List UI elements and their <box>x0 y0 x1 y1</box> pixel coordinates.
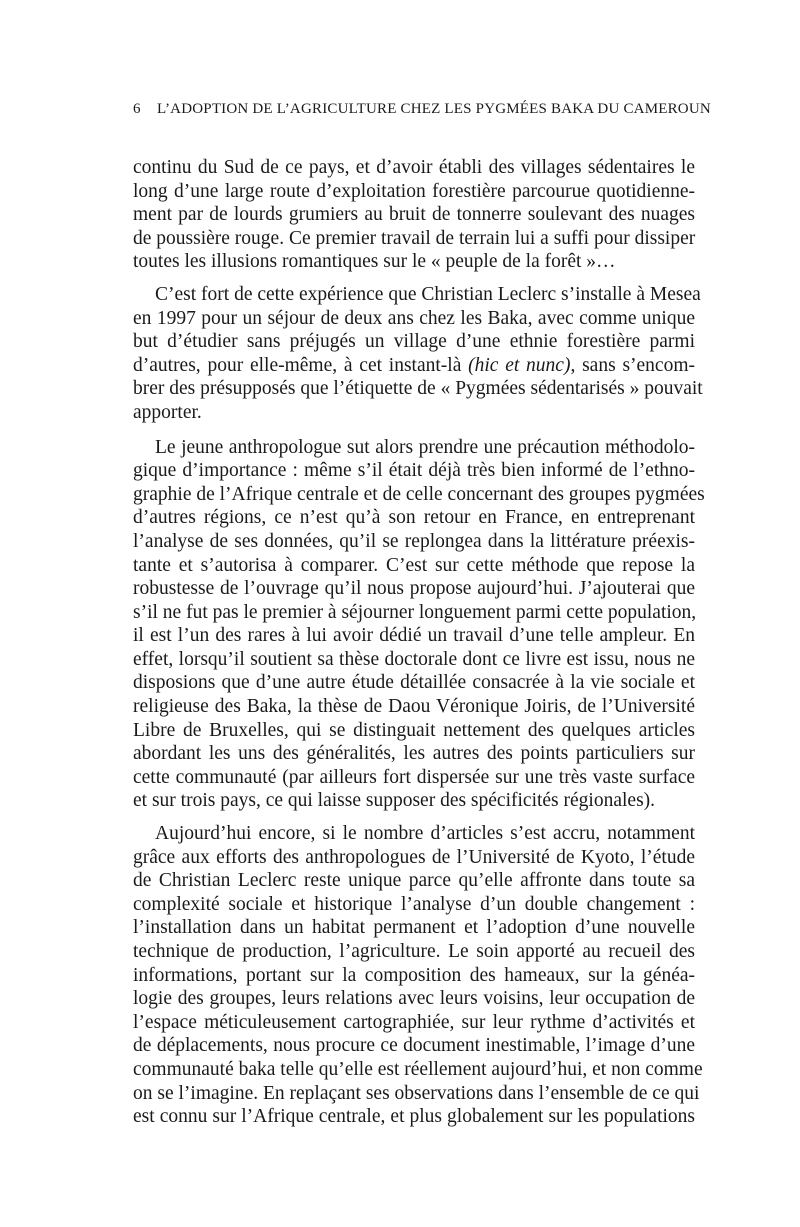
text-line: s’il ne fut pas le premier à séjourner longuement parmi cette population, <box>133 601 697 623</box>
text-line: l’espace méticuleusement cartographiée, sur leur rythme d’activités et <box>133 1011 695 1033</box>
text-line: Aujourd’hui encore, si le nombre d’articles s’est accru, notamment <box>155 823 695 845</box>
text-line: on se l’imagine. En replaçant ses observations dans l’ensemble de ce qui <box>133 1082 700 1104</box>
text-line: de Christian Leclerc reste unique parce qu’elle affronte dans toute sa <box>133 870 695 892</box>
paragraph-1 <box>133 156 695 274</box>
text-line: toutes les illusions romantiques sur le « peuple de la forêt »… <box>133 251 616 273</box>
text-line: complexité sociale et historique l’analyse d’un double changement : <box>133 893 695 915</box>
text-line: disposions que d’une autre étude détaillée consacrée à la vie sociale et <box>133 672 695 694</box>
text-line: de poussière rouge. Ce premier travail de terrain lui a suffi pour dissiper <box>133 227 696 249</box>
text-line: gique d’importance : même s’il était déjà très bien informé de l’ethno- <box>133 460 695 482</box>
running-header <box>133 101 711 118</box>
text-line: d’autres régions, ce n’est qu’à son retour en France, en entreprenant <box>133 507 695 529</box>
text-line: long d’une large route d’exploitation forestière parcourue quotidienne- <box>133 180 695 202</box>
text-line: en 1997 pour un séjour de deux ans chez les Baka, avec comme unique <box>133 307 695 329</box>
text-line: but d’étudier sans préjugés un village d’une ethnie forestière parmi <box>133 331 695 353</box>
text-line: il est l’un des rares à lui avoir dédié un travail d’une telle ampleur. En <box>133 625 695 647</box>
text-line: apporter. <box>133 401 202 423</box>
text-line: l’installation dans un habitat permanent et l’adoption d’une nouvelle <box>133 917 695 939</box>
text-line: communauté baka telle qu’elle est réellement aujourd’hui, et non comme <box>133 1058 703 1080</box>
text-line: ment par de lourds grumiers au bruit de tonnerre soulevant des nuages <box>133 204 695 226</box>
text-line: est connu sur l’Afrique centrale, et plus globalement sur les populations <box>133 1106 695 1128</box>
paragraph-4 <box>133 822 703 1129</box>
text-line: graphie de l’Afrique centrale et de celle concernant des groupes pygmées <box>133 483 705 505</box>
text-line: brer des présupposés que l’étiquette de « Pygmées sédentarisés » pouvait <box>133 378 703 400</box>
text-line: cette communauté (par ailleurs fort dispersée sur une très vaste surface <box>133 766 695 788</box>
text-segment: d’autres, pour elle-même, à cet instant-là <box>133 354 469 376</box>
text-line: et sur trois pays, ce qui laisse supposer des spécificités régionales). <box>133 790 656 812</box>
text-line: tante et s’autorisa à comparer. C’est sur cette méthode que repose la <box>133 554 695 576</box>
text-line: technique de production, l’agriculture. Le soin apporté au recueil des <box>133 941 695 962</box>
text-line: robustesse de l’ouvrage qu’il nous propose aujourd’hui. J’ajouterai que <box>133 578 695 600</box>
text-line: religieuse des Baka, la thèse de Daou Véronique Joiris, de l’Université <box>133 696 695 718</box>
text-line: grâce aux efforts des anthropologues de l’Université de Kyoto, l’étude <box>133 846 695 868</box>
page-body <box>133 156 705 1129</box>
text-line: Libre de Bruxelles, qui se distinguait nettement des quelques articles <box>133 719 695 741</box>
text-segment: , sans s’encom- <box>570 354 695 376</box>
text-line: de déplacements, nous procure ce document inestimable, l’image d’une <box>133 1035 695 1057</box>
page-number: 6 <box>133 101 141 117</box>
italic-latin-phrase: (hic et nunc) <box>468 354 571 376</box>
text-line: informations, portant sur la composition des hameaux, sur la généa- <box>133 964 695 986</box>
text-line <box>133 354 695 378</box>
text-line: abordant les uns des généralités, les autres des points particuliers sur <box>133 743 695 765</box>
text-line: effet, lorsqu’il soutient sa thèse doctorale dont ce livre est issu, nous ne <box>133 648 695 670</box>
text-line: continu du Sud de ce pays, et d’avoir établi des villages sédentaires le <box>133 157 695 178</box>
paragraph-2 <box>133 283 703 425</box>
running-title: L’ADOPTION DE L’AGRICULTURE CHEZ LES PYGMÉES BAKA DU CAMEROUN <box>157 101 711 117</box>
text-line: Le jeune anthropologue sut alors prendre une précaution méthodolo- <box>155 436 695 458</box>
text-line: l’analyse de ses données, qu’il se replongea dans la littérature préexis- <box>133 530 695 552</box>
text-line: C’est fort de cette expérience que Christian Leclerc s’installe à Mesea <box>155 283 701 305</box>
paragraph-3 <box>133 436 705 814</box>
text-line: logie des groupes, leurs relations avec leurs voisins, leur occupation de <box>133 988 695 1010</box>
